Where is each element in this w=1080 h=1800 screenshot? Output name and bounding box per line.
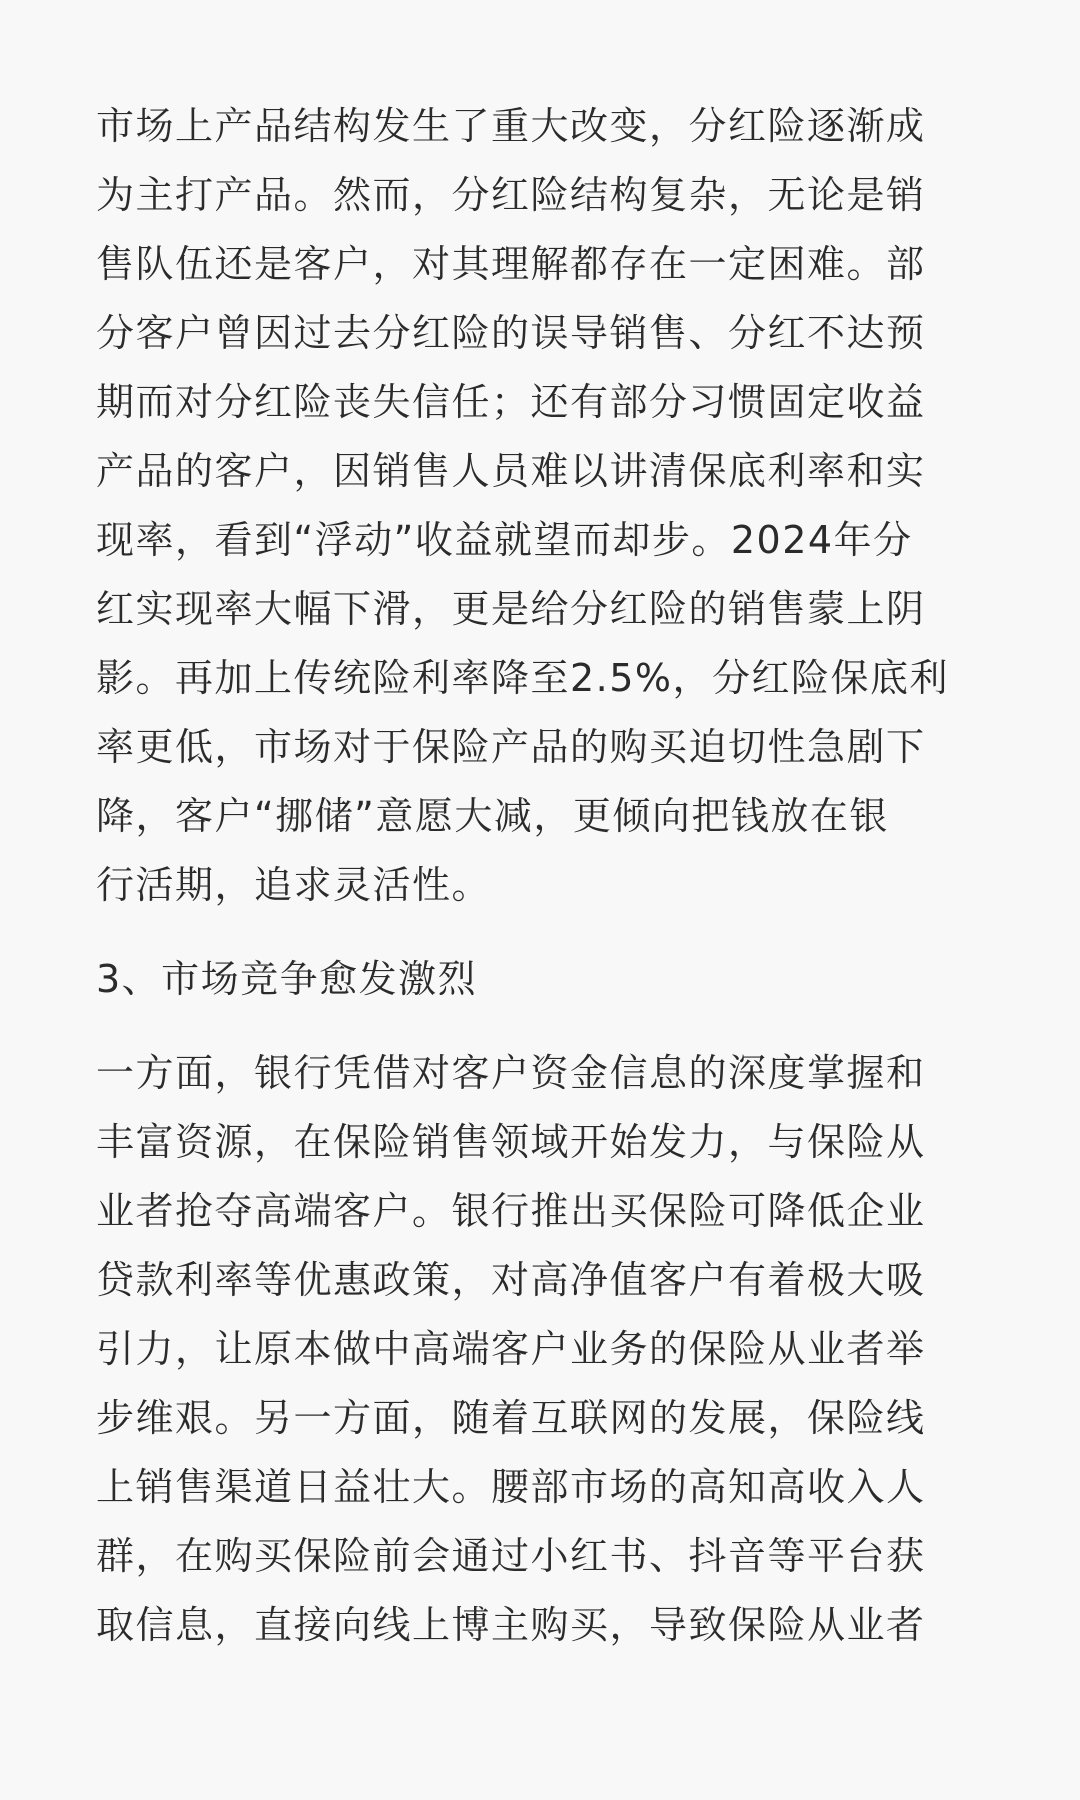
text-line: 红实现率大幅下滑，更是给分红险的销售蒙上阴	[96, 587, 926, 631]
text-line: 群，在购买保险前会通过小红书、抖音等平台获	[96, 1534, 926, 1578]
text-line: 贷款利率等优惠政策，对高净值客户有着极大吸	[96, 1258, 926, 1302]
text-line: 上销售渠道日益壮大。腰部市场的高知高收入人	[96, 1465, 926, 1509]
text-line: 一方面，银行凭借对客户资金信息的深度掌握和	[96, 1051, 926, 1095]
text-line: 为主打产品。然而，分红险结构复杂，无论是销	[96, 173, 926, 217]
text-line: 期而对分红险丧失信任；还有部分习惯固定收益	[96, 380, 926, 424]
paragraph-spacing	[96, 920, 984, 945]
text-line: 步维艰。另一方面，随着互联网的发展，保险线	[96, 1396, 926, 1440]
text-line: 业者抢夺高端客户。银行推出买保险可降低企业	[96, 1189, 926, 1233]
text-line: 影。再加上传统险利率降至2.5%，分红险保底利	[96, 656, 950, 700]
paragraph-2	[96, 1039, 984, 1660]
paragraph-spacing	[96, 1014, 984, 1039]
text-line: 分客户曾因过去分红险的误导销售、分红不达预	[96, 311, 926, 355]
text-line: 产品的客户，因销售人员难以讲清保底利率和实	[96, 449, 926, 493]
text-line: 引力，让原本做中高端客户业务的保险从业者举	[96, 1327, 926, 1371]
text-line: 丰富资源，在保险销售领域开始发力，与保险从	[96, 1120, 926, 1164]
text-line: 市场上产品结构发生了重大改变，分红险逐渐成	[96, 104, 926, 148]
text-line: 行活期，追求灵活性。	[96, 863, 492, 907]
paragraph-1	[96, 92, 984, 920]
text-line: 取信息，直接向线上博主购买，导致保险从业者	[96, 1603, 926, 1647]
section-heading: 3、市场竞争愈发激烈	[96, 957, 478, 1001]
text-line: 降，客户“挪储”意愿大减，更倾向把钱放在银	[96, 794, 889, 838]
text-line: 率更低，市场对于保险产品的购买迫切性急剧下	[96, 725, 926, 769]
text-line: 现率，看到“浮动”收益就望而却步。2024年分	[96, 518, 913, 562]
text-line: 售队伍还是客户，对其理解都存在一定困难。部	[96, 242, 926, 286]
